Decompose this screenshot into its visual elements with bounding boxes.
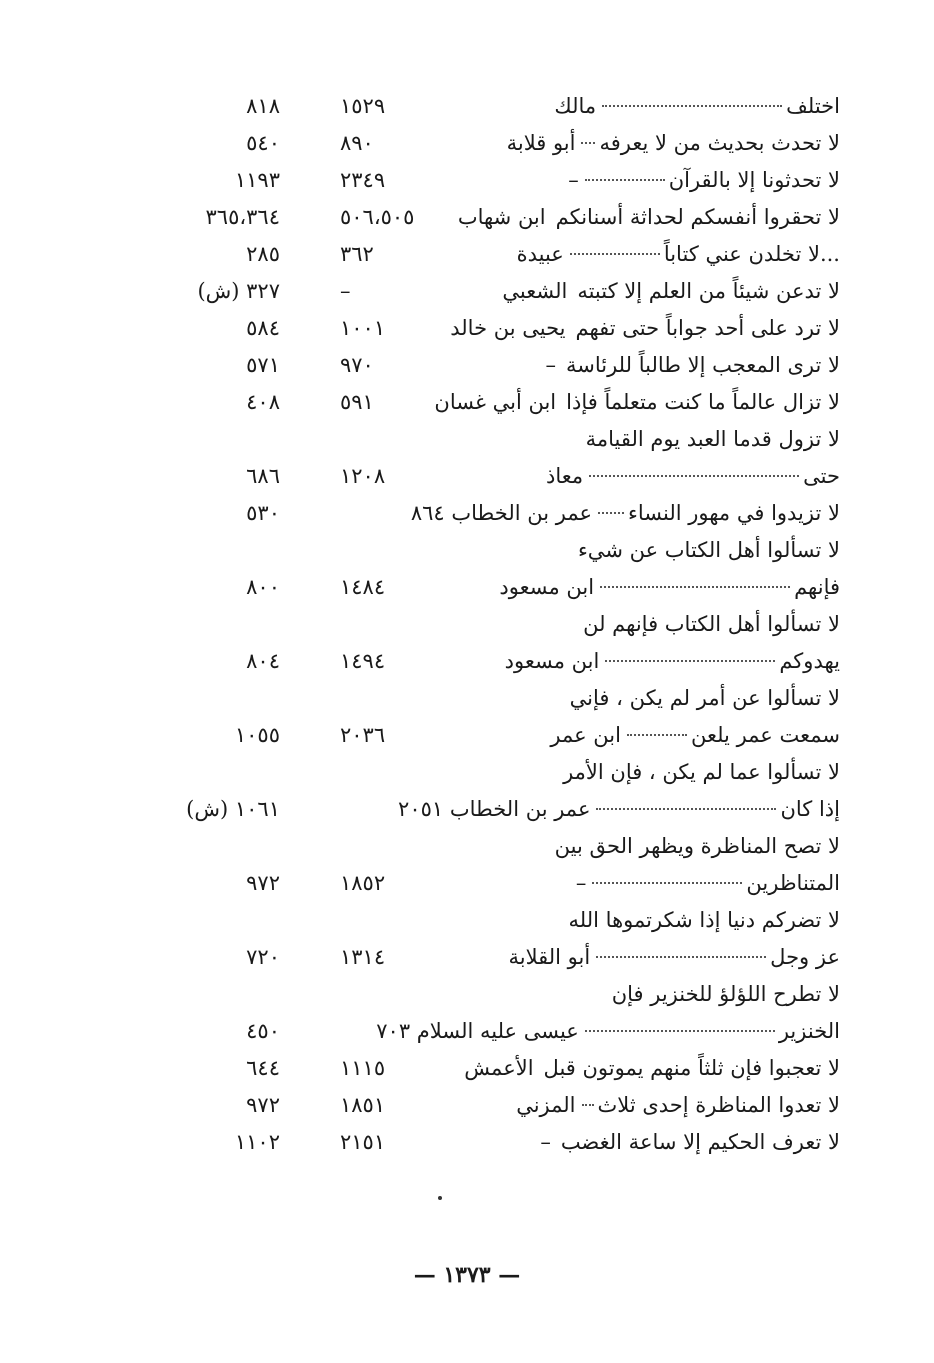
entry-narrator: – — [568, 168, 579, 192]
entry-text-group — [516, 1087, 840, 1124]
entry-narrator: أبو قلابة — [506, 131, 576, 155]
entry-page-number: ٢٨٥ — [246, 242, 280, 266]
entry-text-group — [434, 384, 840, 421]
index-entry — [150, 828, 840, 865]
index-entry — [150, 976, 840, 1013]
entry-source-number: ٢٣٤٩ — [340, 168, 386, 192]
index-entry — [150, 421, 840, 458]
entry-text-group — [546, 458, 840, 495]
index-entry — [150, 865, 840, 902]
stray-mark — [438, 1196, 442, 1200]
entry-text-group — [540, 1124, 840, 1161]
entry-page-number: ٣٢٧ (ش) — [197, 279, 280, 303]
entry-text: لا تحدث بحديث من لا يعرفه — [599, 131, 840, 155]
entry-page-number: ٥٧١ — [246, 353, 280, 377]
entry-text: لا تصح المناظرة ويظهر الحق بين — [554, 834, 840, 858]
entry-text-group — [576, 865, 840, 902]
entry-text-group — [584, 421, 840, 458]
entry-text-group — [561, 754, 840, 791]
entry-narrator: عمر بن الخطاب ٨٦٤ — [410, 501, 592, 525]
entry-source-number: ١٨٥١ — [340, 1093, 386, 1117]
entry-source-number: ١٣١٤ — [340, 945, 386, 969]
entry-narrator: ابن مسعود — [504, 649, 600, 673]
entry-page-number: ٤٠٨ — [246, 390, 280, 414]
entry-text: لا تزيدوا في مهور النساء — [628, 501, 840, 525]
dot-leader — [596, 808, 776, 810]
entry-source-number: ١٢٠٨ — [340, 464, 386, 488]
entry-narrator: عمر بن الخطاب ٢٠٥١ — [398, 797, 591, 821]
entry-text: يهدوكم — [779, 649, 840, 673]
index-entry — [150, 347, 840, 384]
dot-leader — [602, 105, 782, 107]
dot-leader — [592, 882, 742, 884]
entry-source-number: ١٤٩٤ — [340, 649, 386, 673]
entry-text-group — [554, 88, 840, 125]
index-entry — [150, 1087, 840, 1124]
entry-narrator: مالك — [554, 94, 597, 118]
index-entry — [150, 717, 840, 754]
entry-page-number: ٥٣٠ — [246, 501, 280, 525]
entry-narrator: عيسى عليه السلام ٧٠٣ — [376, 1019, 579, 1043]
dot-leader — [600, 586, 790, 588]
entry-text-group — [576, 532, 840, 569]
entry-text-group — [567, 902, 840, 939]
dot-leader — [596, 956, 766, 958]
dot-leader — [589, 475, 799, 477]
index-entry — [150, 643, 840, 680]
index-entry — [150, 1013, 840, 1050]
entry-text-group — [411, 495, 840, 532]
entry-text-group — [450, 310, 840, 347]
entry-text: لا تزال عالماً ما كنت متعلماً فإذا — [566, 390, 840, 414]
index-entry — [150, 680, 840, 717]
entry-text: لا تعدوا المناظرة إحدى ثلاث — [597, 1093, 840, 1117]
entry-page-number: ٨٠٤ — [246, 649, 280, 673]
entry-text-group — [502, 273, 840, 310]
entry-text: لا ترى المعجب إلا طالباً للرئاسة — [566, 353, 840, 377]
entry-page-number: ٩٧٢ — [246, 1093, 280, 1117]
entry-page-number: ١١٩٣ — [234, 168, 280, 192]
entry-text: لا تسألوا أهل الكتاب عن شيء — [577, 538, 840, 562]
entry-narrator: – — [575, 871, 587, 895]
entry-source-number: ٣٦٢ — [340, 242, 374, 266]
index-entry — [150, 310, 840, 347]
entry-text: فإنهم — [794, 575, 840, 599]
entry-text: لا تحقروا أنفسكم لحداثة أسنانكم — [555, 205, 840, 229]
entry-narrator: ابن أبي غسان — [434, 390, 557, 414]
entry-text-group — [464, 1050, 840, 1087]
entry-page-number: ٨٠٠ — [246, 575, 280, 599]
entry-text: ...لا تخلدن عني كتاباً — [663, 242, 840, 266]
entry-source-number: ٢١٥١ — [340, 1130, 386, 1154]
entry-page-number: ٩٧٢ — [246, 871, 280, 895]
entry-text-group — [581, 606, 840, 643]
entry-source-number: ٨٩٠ — [340, 131, 374, 155]
entry-text: إذا كان — [780, 797, 840, 821]
entry-source-number: ١٨٥٢ — [340, 871, 386, 895]
entry-text-group — [507, 125, 840, 162]
entry-text-group — [568, 162, 840, 199]
index-entry — [150, 1124, 840, 1161]
entry-text-group — [550, 717, 840, 754]
entry-text: اختلف — [786, 94, 840, 118]
entry-page-number: ١٠٥٥ — [234, 723, 280, 747]
index-entry — [150, 754, 840, 791]
page-number: — ١٣٧٣ — — [413, 1262, 521, 1288]
index-entry — [150, 939, 840, 976]
entry-text: لا ترد على أحد جواباً حتى تفهم — [575, 316, 840, 340]
index-entry — [150, 1050, 840, 1087]
entry-text: لا تعجبوا فإن ثلثاً منهم يموتون قبل — [543, 1056, 840, 1080]
entry-text-group — [568, 680, 840, 717]
entry-text-group — [508, 939, 840, 976]
entry-text: سمعت عمر يلعن — [690, 723, 840, 747]
entry-page-number: ٦٤٤ — [246, 1056, 280, 1080]
entry-text: لا تعرف الحكيم إلا ساعة الغضب — [560, 1130, 840, 1154]
index-entry — [150, 125, 840, 162]
dot-leader — [627, 734, 687, 736]
entry-text-group — [398, 791, 840, 828]
entry-page-number: ٣٦٥،٣٦٤ — [205, 205, 280, 229]
entry-text: لا تسألوا عن أمر لم يكن ، فإني — [569, 686, 840, 710]
entry-source-number: ١٤٨٤ — [340, 575, 386, 599]
entry-text: لا تسألوا عما لم يكن ، فإن الأمر — [563, 760, 840, 784]
entry-narrator: معاذ — [546, 464, 584, 488]
entry-text-group — [546, 347, 841, 384]
index-entry — [150, 162, 840, 199]
index-entry — [150, 384, 840, 421]
dot-leader — [585, 1030, 775, 1032]
entry-page-number: ٧٢٠ — [246, 945, 280, 969]
entry-narrator: عبيدة — [516, 242, 564, 266]
dot-leader — [605, 660, 775, 662]
index-entry — [150, 199, 840, 236]
entry-text: لا تطرح اللؤلؤ للخنزير فإن — [611, 982, 840, 1006]
entry-source-number: ٢٠٣٦ — [340, 723, 386, 747]
entry-narrator: الشعبي — [502, 279, 568, 303]
entry-source-number: ٩٧٠ — [340, 353, 374, 377]
index-entry — [150, 88, 840, 125]
entry-text: لا تدعن شيئاً من العلم إلا كتبته — [577, 279, 840, 303]
index-entry — [150, 791, 840, 828]
entry-text-group — [610, 976, 840, 1013]
entry-text-group — [499, 569, 840, 606]
entry-text: لا تزول قدما العبد يوم القيامة — [585, 427, 840, 451]
entry-source-number: ٥٩١ — [340, 390, 374, 414]
entry-page-number: ٥٤٠ — [246, 131, 280, 155]
entry-text: الخنزير — [778, 1019, 840, 1043]
index-entry — [150, 902, 840, 939]
index-entry — [150, 532, 840, 569]
entry-source-number: – — [340, 279, 351, 303]
entry-source-number: ١١١٥ — [340, 1056, 386, 1080]
index-entry — [150, 458, 840, 495]
dot-leader — [585, 179, 665, 181]
dot-leader — [598, 512, 624, 514]
entry-narrator: الأعمش — [464, 1056, 534, 1080]
entry-page-number: ٤٥٠ — [246, 1019, 280, 1043]
entry-text: المتناظرين — [746, 871, 840, 895]
index-entry — [150, 569, 840, 606]
dot-leader — [582, 1104, 594, 1106]
entry-page-number: ١١٠٢ — [234, 1130, 280, 1154]
entry-text-group — [553, 828, 840, 865]
index-entry — [150, 606, 840, 643]
entry-narrator: – — [545, 353, 556, 377]
entry-text-group — [505, 643, 840, 680]
entry-narrator: ابن عمر — [550, 723, 621, 747]
index-entry — [150, 495, 840, 532]
entry-text-group — [376, 1013, 840, 1050]
entry-page-number: ٨١٨ — [246, 94, 280, 118]
entry-narrator: ابن شهاب — [457, 205, 546, 229]
index-entry — [150, 273, 840, 310]
entry-text: لا تسألوا أهل الكتاب فإنهم لن — [583, 612, 840, 636]
entry-page-number: ٥٨٤ — [246, 316, 280, 340]
entry-text-group — [458, 199, 840, 236]
dot-leader — [570, 253, 660, 255]
entry-page-number: ٦٨٦ — [246, 464, 280, 488]
entry-source-number: ١٠٠١ — [340, 316, 386, 340]
entry-text: لا تحدثونا إلا بالقرآن — [668, 168, 840, 192]
entry-narrator: أبو القلابة — [508, 945, 591, 969]
entry-text: حتى — [803, 464, 840, 488]
dot-leader — [581, 142, 595, 144]
entry-narrator: يحيى بن خالد — [450, 316, 566, 340]
entry-source-number: ١٥٢٩ — [340, 94, 386, 118]
entry-narrator: المزني — [516, 1093, 576, 1117]
entry-text: لا تضركم دنيا إذا شكرتموها الله — [568, 908, 840, 932]
index-entry — [150, 236, 840, 273]
entry-text-group — [517, 236, 840, 273]
entry-narrator: – — [540, 1130, 551, 1154]
entry-source-number: ٥٠٦،٥٠٥ — [340, 205, 415, 229]
entry-page-number: ١٠٦١ (ش) — [186, 797, 280, 821]
index-list — [150, 88, 840, 1161]
entry-narrator: ابن مسعود — [499, 575, 595, 599]
entry-text: عز وجل — [770, 945, 840, 969]
